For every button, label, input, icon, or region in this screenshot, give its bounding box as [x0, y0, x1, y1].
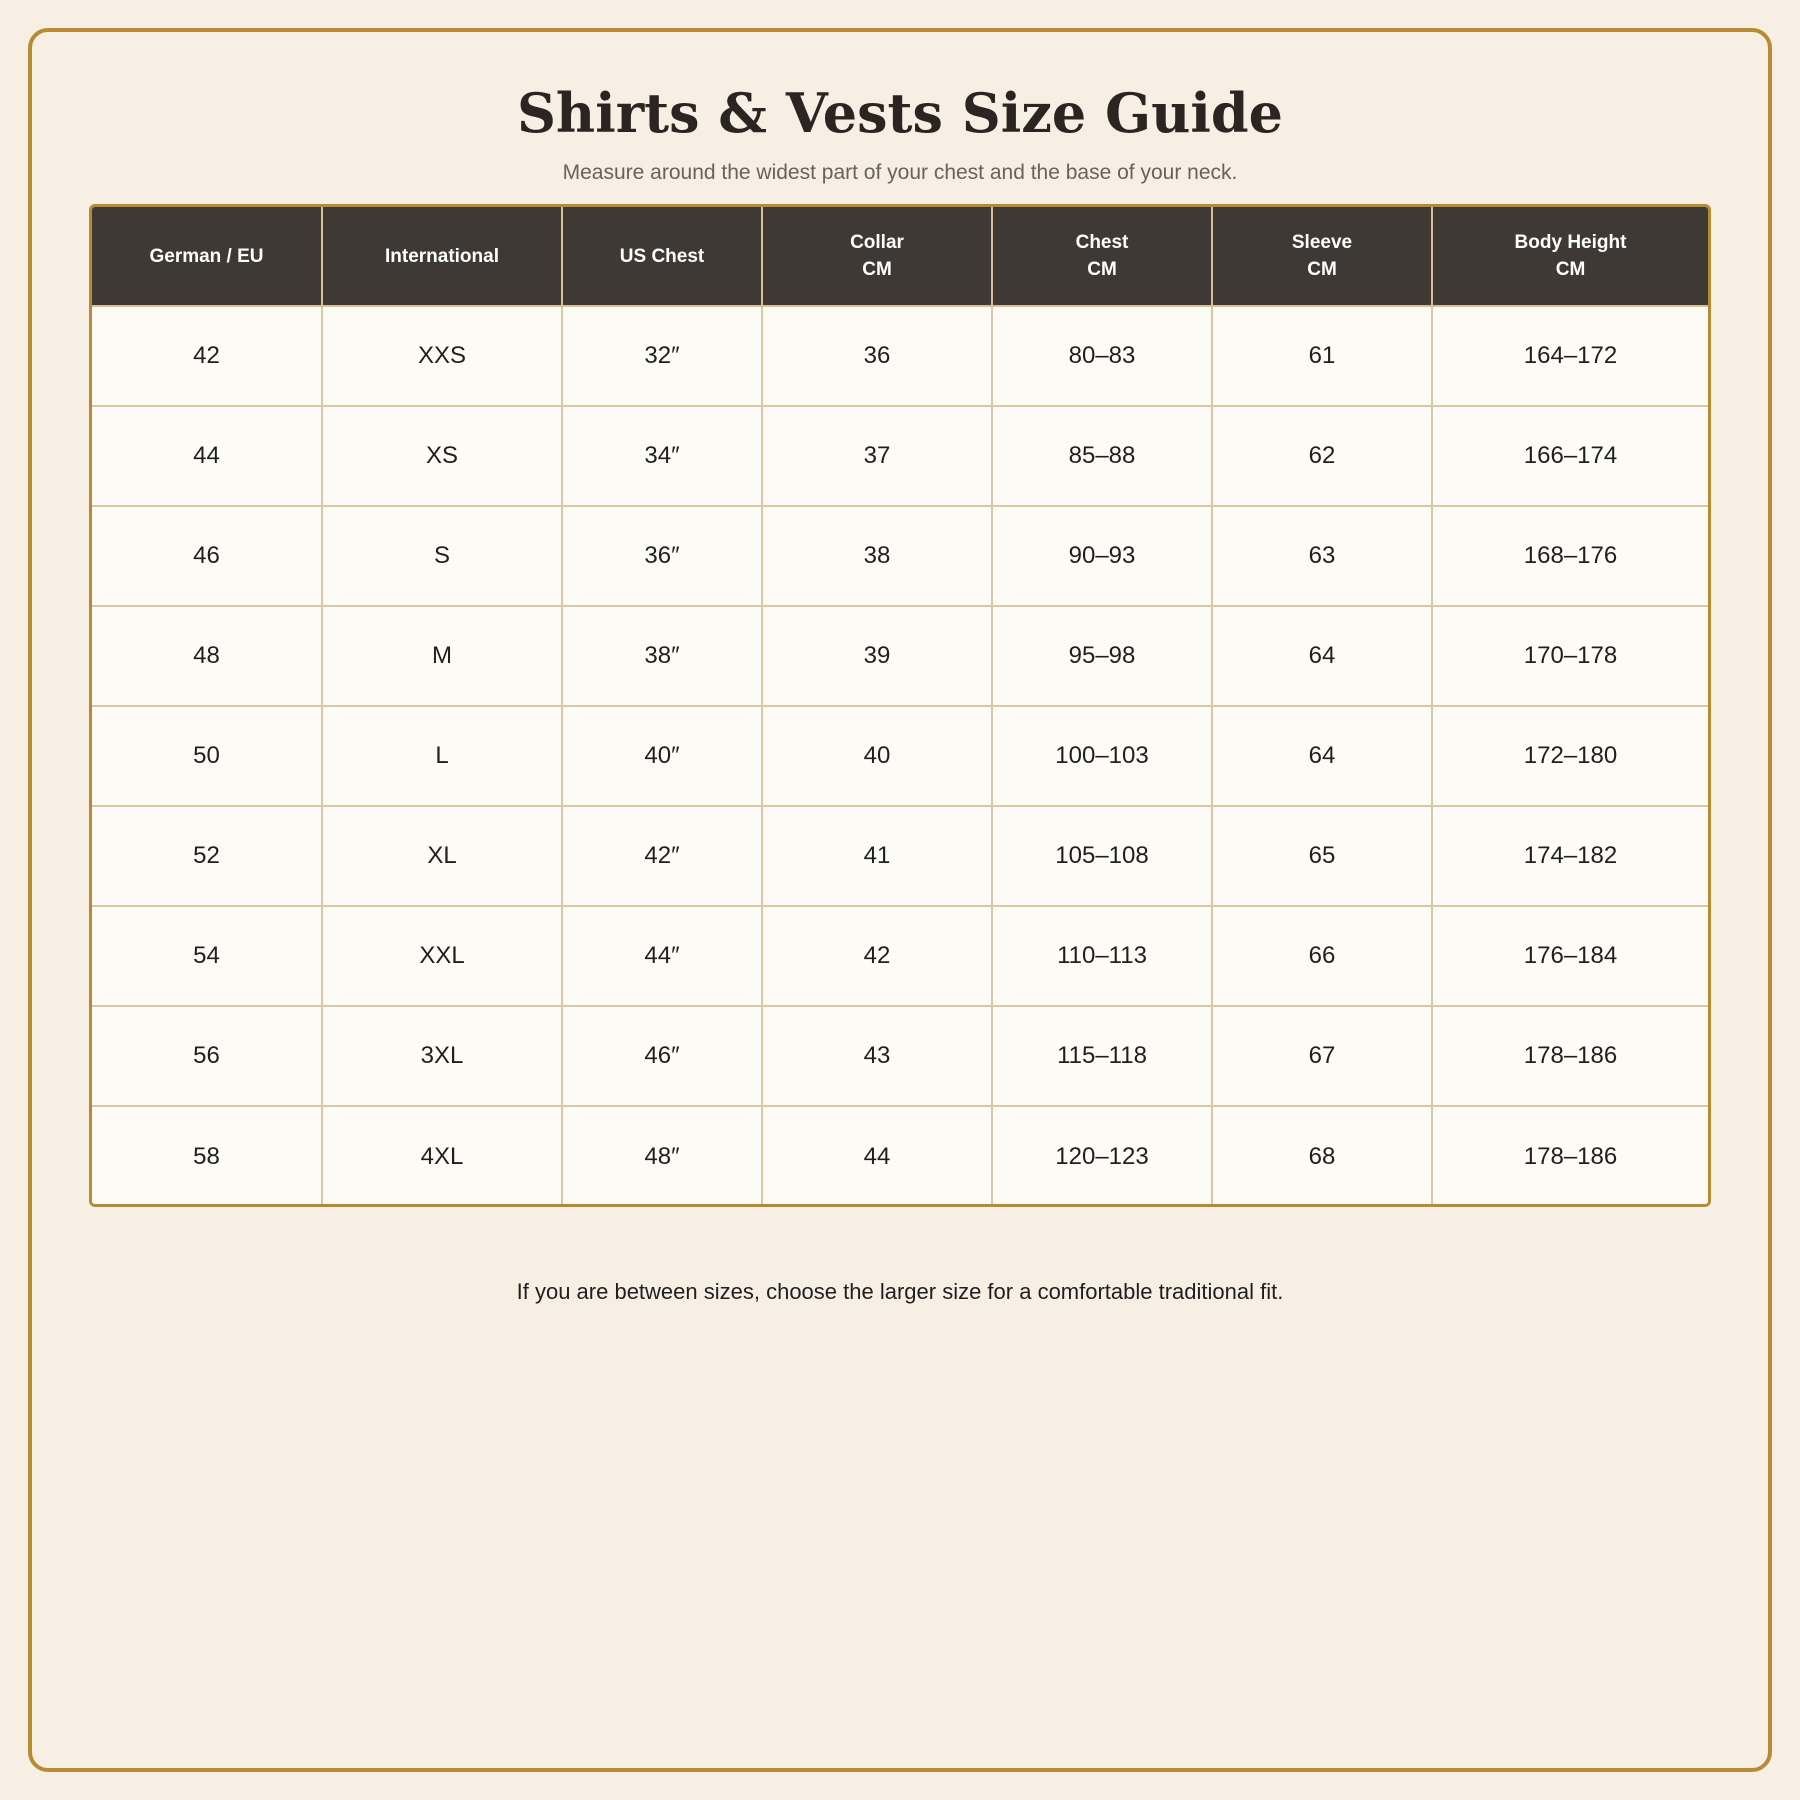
column-header-collar-cm: Collar CM [762, 207, 992, 306]
cell-body-height-cm: 170–178 [1432, 606, 1708, 706]
cell-us-chest: 48″ [562, 1106, 762, 1206]
cell-sleeve-cm: 68 [1212, 1106, 1432, 1206]
cell-german-eu: 42 [92, 306, 322, 406]
cell-international: L [322, 706, 562, 806]
table-row [92, 906, 1708, 1006]
cell-sleeve-cm: 64 [1212, 606, 1432, 706]
cell-sleeve-cm: 66 [1212, 906, 1432, 1006]
cell-body-height-cm: 166–174 [1432, 406, 1708, 506]
cell-body-height-cm: 178–186 [1432, 1106, 1708, 1206]
column-header-us-chest: US Chest [562, 207, 762, 306]
cell-sleeve-cm: 67 [1212, 1006, 1432, 1106]
cell-chest-cm: 95–98 [992, 606, 1212, 706]
cell-body-height-cm: 164–172 [1432, 306, 1708, 406]
cell-collar-cm: 36 [762, 306, 992, 406]
cell-collar-cm: 37 [762, 406, 992, 506]
column-header-chest-cm: Chest CM [992, 207, 1212, 306]
sizing-footnote: If you are between sizes, choose the larger size for a comfortable traditional fit. [516, 1279, 1284, 1304]
table-header-row [92, 207, 1708, 306]
cell-sleeve-cm: 63 [1212, 506, 1432, 606]
column-header-sleeve-cm: Sleeve CM [1212, 207, 1432, 306]
cell-chest-cm: 115–118 [992, 1006, 1212, 1106]
cell-body-height-cm: 176–184 [1432, 906, 1708, 1006]
cell-german-eu: 54 [92, 906, 322, 1006]
cell-german-eu: 52 [92, 806, 322, 906]
cell-german-eu: 50 [92, 706, 322, 806]
page-title: Shirts & Vests Size Guide [516, 81, 1284, 145]
cell-international: S [322, 506, 562, 606]
cell-body-height-cm: 168–176 [1432, 506, 1708, 606]
cell-collar-cm: 40 [762, 706, 992, 806]
cell-us-chest: 40″ [562, 706, 762, 806]
cell-german-eu: 44 [92, 406, 322, 506]
cell-chest-cm: 85–88 [992, 406, 1212, 506]
cell-us-chest: 46″ [562, 1006, 762, 1106]
cell-us-chest: 42″ [562, 806, 762, 906]
cell-collar-cm: 38 [762, 506, 992, 606]
table-row [92, 506, 1708, 606]
table-row [92, 606, 1708, 706]
cell-collar-cm: 44 [762, 1106, 992, 1206]
column-header-german-eu: German / EU [92, 207, 322, 306]
table-row [92, 306, 1708, 406]
cell-sleeve-cm: 62 [1212, 406, 1432, 506]
cell-us-chest: 36″ [562, 506, 762, 606]
cell-chest-cm: 120–123 [992, 1106, 1212, 1206]
cell-international: XS [322, 406, 562, 506]
cell-sleeve-cm: 65 [1212, 806, 1432, 906]
cell-body-height-cm: 174–182 [1432, 806, 1708, 906]
cell-collar-cm: 39 [762, 606, 992, 706]
table-row [92, 806, 1708, 906]
cell-international: M [322, 606, 562, 706]
cell-collar-cm: 43 [762, 1006, 992, 1106]
cell-collar-cm: 41 [762, 806, 992, 906]
cell-international: 3XL [322, 1006, 562, 1106]
cell-international: 4XL [322, 1106, 562, 1206]
cell-german-eu: 46 [92, 506, 322, 606]
table-row [92, 1106, 1708, 1206]
cell-sleeve-cm: 61 [1212, 306, 1432, 406]
cell-chest-cm: 110–113 [992, 906, 1212, 1006]
cell-international: XL [322, 806, 562, 906]
cell-us-chest: 32″ [562, 306, 762, 406]
cell-body-height-cm: 172–180 [1432, 706, 1708, 806]
size-table-container [89, 204, 1711, 1207]
table-row [92, 406, 1708, 506]
cell-international: XXL [322, 906, 562, 1006]
cell-collar-cm: 42 [762, 906, 992, 1006]
cell-chest-cm: 100–103 [992, 706, 1212, 806]
page-subtitle: Measure around the widest part of your chest and the base of your neck. [562, 161, 1238, 184]
cell-german-eu: 48 [92, 606, 322, 706]
cell-body-height-cm: 178–186 [1432, 1006, 1708, 1106]
cell-us-chest: 44″ [562, 906, 762, 1006]
table-row [92, 706, 1708, 806]
cell-german-eu: 58 [92, 1106, 322, 1206]
cell-us-chest: 38″ [562, 606, 762, 706]
size-table [92, 207, 1708, 1206]
cell-chest-cm: 90–93 [992, 506, 1212, 606]
cell-us-chest: 34″ [562, 406, 762, 506]
column-header-body-height-cm: Body Height CM [1432, 207, 1708, 306]
table-row [92, 1006, 1708, 1106]
cell-chest-cm: 105–108 [992, 806, 1212, 906]
cell-chest-cm: 80–83 [992, 306, 1212, 406]
cell-sleeve-cm: 64 [1212, 706, 1432, 806]
column-header-international: International [322, 207, 562, 306]
cell-german-eu: 56 [92, 1006, 322, 1106]
cell-international: XXS [322, 306, 562, 406]
